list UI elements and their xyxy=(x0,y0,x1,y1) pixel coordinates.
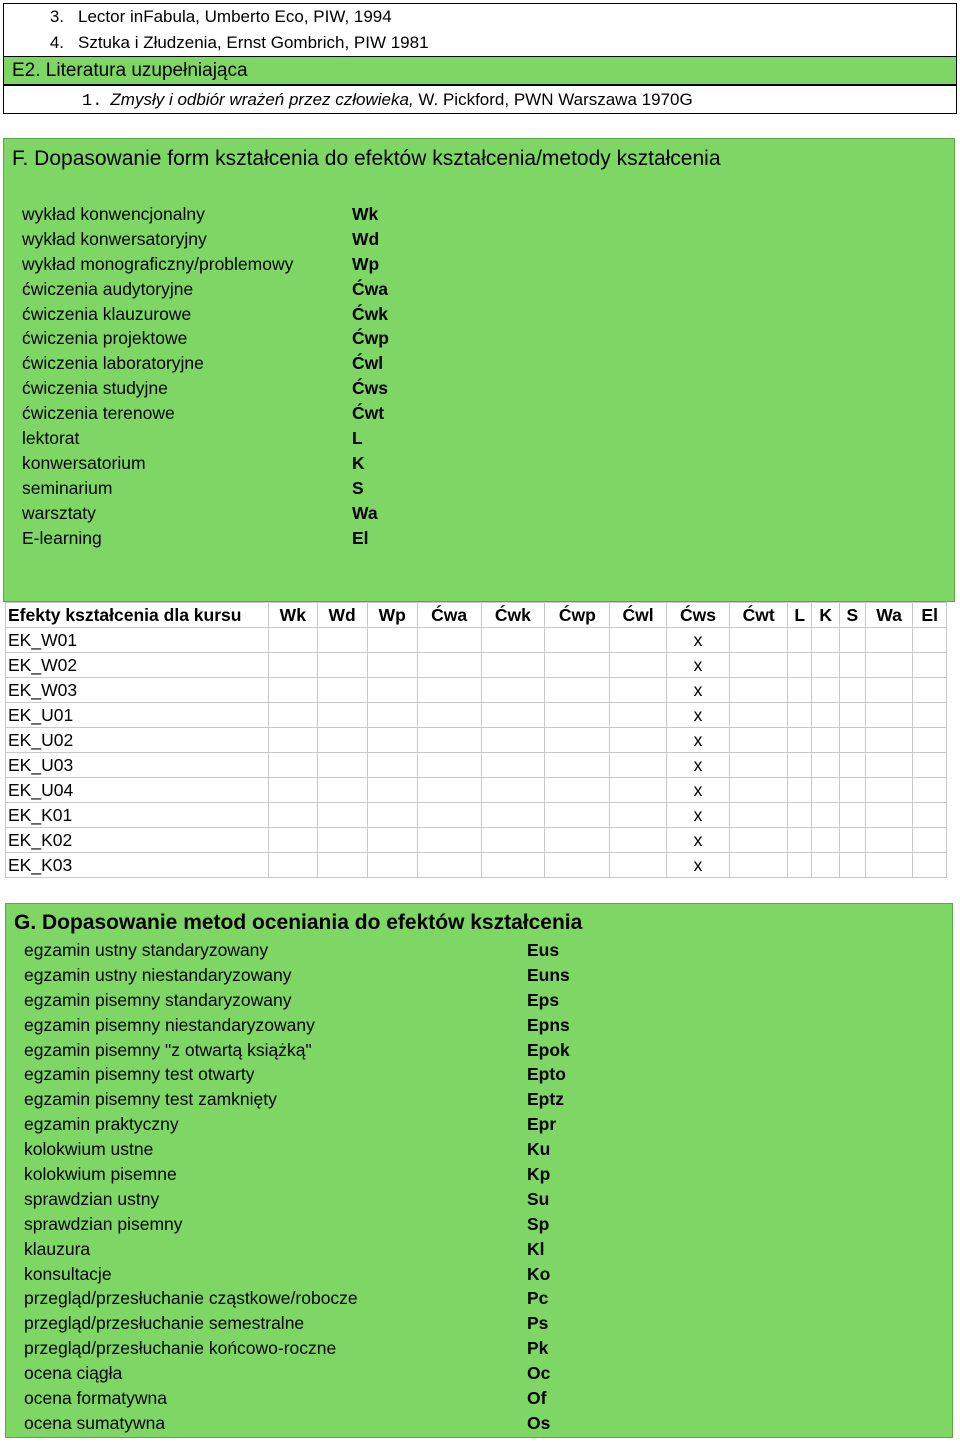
form-code: El xyxy=(352,527,369,548)
table-cell xyxy=(788,803,812,828)
forms-legend xyxy=(22,202,389,550)
table-cell xyxy=(913,653,947,678)
table-cell xyxy=(730,803,788,828)
table-cell xyxy=(481,728,545,753)
table-row xyxy=(6,828,947,853)
method-code: Epok xyxy=(527,1039,570,1060)
table-cell xyxy=(812,653,839,678)
methods-legend xyxy=(24,938,570,1436)
table-cell xyxy=(865,628,913,653)
method-code: Os xyxy=(527,1412,551,1433)
legend-row xyxy=(24,1087,564,1112)
table-cell xyxy=(269,728,318,753)
table-cell xyxy=(417,628,481,653)
table-cell xyxy=(812,778,839,803)
item-number: 3. xyxy=(49,7,64,26)
table-cell xyxy=(317,753,367,778)
table-cell xyxy=(788,628,812,653)
legend-row xyxy=(24,1137,551,1162)
table-cell xyxy=(269,653,318,678)
table-cell xyxy=(913,828,947,853)
form-code: Ćwt xyxy=(352,403,385,424)
column-header: Wd xyxy=(317,603,367,628)
table-cell xyxy=(417,803,481,828)
method-name: kolokwium pisemne xyxy=(24,1164,177,1185)
table-cell xyxy=(839,628,865,653)
table-row xyxy=(6,653,947,678)
table-cell xyxy=(269,828,318,853)
table-row xyxy=(6,678,947,703)
form-code: L xyxy=(352,428,363,449)
table-cell xyxy=(545,728,610,753)
column-header: S xyxy=(839,603,865,628)
table-cell xyxy=(317,703,367,728)
method-code: Ku xyxy=(527,1139,551,1160)
column-header: Ćwl xyxy=(610,603,666,628)
method-name: ocena formatywna xyxy=(24,1388,167,1409)
form-name: wykład konwersatoryjny xyxy=(22,228,207,249)
item-publisher: W. Pickford, PWN Warszawa 1970G xyxy=(418,90,693,109)
legend-row xyxy=(24,1237,545,1262)
table-row xyxy=(6,803,947,828)
legend-row xyxy=(22,351,384,376)
form-code: Wp xyxy=(352,253,380,274)
table-cell xyxy=(367,828,417,853)
table-cell xyxy=(545,853,610,878)
table-cell xyxy=(812,703,839,728)
table-cell xyxy=(481,853,545,878)
legend-row xyxy=(22,376,388,401)
list-item xyxy=(4,4,956,30)
table-cell xyxy=(367,678,417,703)
effect-label: EK_W02 xyxy=(6,653,269,678)
table-row xyxy=(6,703,947,728)
legend-row xyxy=(24,1262,551,1287)
form-code: Ćwa xyxy=(352,278,388,299)
effects-table xyxy=(5,602,947,878)
table-cell xyxy=(865,703,913,728)
table-cell xyxy=(865,778,913,803)
column-header: Ćwp xyxy=(545,603,610,628)
table-cell xyxy=(839,853,865,878)
section-g-title: G. Dopasowanie metod oceniania do efektów kształcenia xyxy=(14,911,583,934)
table-cell xyxy=(610,628,666,653)
method-name: egzamin ustny niestandaryzowany xyxy=(24,964,292,985)
table-cell xyxy=(417,753,481,778)
table-cell: x xyxy=(666,828,730,853)
effect-label: EK_U01 xyxy=(6,703,269,728)
table-cell xyxy=(788,778,812,803)
form-name: E-learning xyxy=(22,527,102,548)
method-code: Ko xyxy=(527,1263,551,1284)
table-cell: x xyxy=(666,653,730,678)
effect-label: EK_W01 xyxy=(6,628,269,653)
table-cell xyxy=(812,728,839,753)
table-cell xyxy=(913,728,947,753)
method-name: egzamin pisemny "z otwartą książką" xyxy=(24,1039,312,1060)
table-cell xyxy=(610,753,666,778)
literature-box xyxy=(3,3,957,114)
table-cell xyxy=(865,653,913,678)
table-cell xyxy=(269,678,318,703)
effect-label: EK_U04 xyxy=(6,778,269,803)
table-cell xyxy=(367,753,417,778)
table-cell xyxy=(730,753,788,778)
table-cell xyxy=(317,853,367,878)
table-cell xyxy=(367,853,417,878)
method-code: Of xyxy=(527,1388,547,1409)
legend-row xyxy=(22,302,388,327)
table-cell xyxy=(730,703,788,728)
column-header: Wk xyxy=(269,603,318,628)
table-cell xyxy=(788,728,812,753)
column-header: Ćwa xyxy=(417,603,481,628)
table-cell xyxy=(317,678,367,703)
table-cell xyxy=(545,753,610,778)
table-cell xyxy=(812,753,839,778)
form-name: seminarium xyxy=(22,477,113,498)
table-cell xyxy=(913,753,947,778)
column-header: Ćwt xyxy=(730,603,788,628)
table-cell xyxy=(913,778,947,803)
method-code: Sp xyxy=(527,1213,550,1234)
table-cell xyxy=(730,628,788,653)
table-cell xyxy=(730,778,788,803)
table-cell xyxy=(730,828,788,853)
table-cell xyxy=(481,678,545,703)
table-cell xyxy=(610,653,666,678)
table-cell xyxy=(317,728,367,753)
table-cell xyxy=(610,703,666,728)
method-name: ocena ciągła xyxy=(24,1363,123,1384)
column-header: K xyxy=(812,603,839,628)
method-code: Epns xyxy=(527,1014,570,1035)
table-cell xyxy=(812,803,839,828)
table-cell xyxy=(788,853,812,878)
effect-label: EK_K01 xyxy=(6,803,269,828)
table-cell xyxy=(481,778,545,803)
table-cell xyxy=(839,703,865,728)
table-cell xyxy=(839,728,865,753)
table-cell xyxy=(788,678,812,703)
method-name: sprawdzian ustny xyxy=(24,1188,160,1209)
table-cell xyxy=(367,778,417,803)
column-header: Wa xyxy=(865,603,913,628)
table-cell xyxy=(367,728,417,753)
method-name: kolokwium ustne xyxy=(24,1139,154,1160)
form-code: K xyxy=(352,452,365,473)
table-cell xyxy=(839,753,865,778)
column-header: Ćwk xyxy=(481,603,545,628)
table-row xyxy=(6,778,947,803)
table-cell xyxy=(417,653,481,678)
column-header: El xyxy=(913,603,947,628)
method-name: konsultacje xyxy=(24,1263,112,1284)
form-code: Ćwp xyxy=(352,328,389,349)
method-name: egzamin praktyczny xyxy=(24,1114,179,1135)
table-cell xyxy=(788,703,812,728)
table-cell xyxy=(610,728,666,753)
effect-label: EK_W03 xyxy=(6,678,269,703)
method-code: Kp xyxy=(527,1164,551,1185)
method-name: przegląd/przesłuchanie końcowo-roczne xyxy=(24,1338,337,1359)
table-cell xyxy=(913,703,947,728)
legend-row xyxy=(22,252,380,277)
form-name: ćwiczenia laboratoryjne xyxy=(22,353,204,374)
table-cell xyxy=(545,828,610,853)
table-cell xyxy=(545,628,610,653)
effect-label: EK_K02 xyxy=(6,828,269,853)
effect-label: EK_U02 xyxy=(6,728,269,753)
item-number: 4. xyxy=(49,33,64,52)
section-f-title: F. Dopasowanie form kształcenia do efektów kształcenia/metody kształcenia xyxy=(12,147,721,170)
form-code: Wk xyxy=(352,204,379,224)
form-code: Wa xyxy=(352,502,378,523)
legend-row xyxy=(22,501,378,526)
table-cell xyxy=(730,853,788,878)
method-code: Eptz xyxy=(527,1089,564,1110)
table-row xyxy=(6,753,947,778)
legend-row xyxy=(24,1386,547,1411)
basic-literature-list xyxy=(4,4,956,56)
table-cell xyxy=(865,728,913,753)
table-cell xyxy=(317,653,367,678)
table-cell xyxy=(913,853,947,878)
method-name: egzamin pisemny niestandaryzowany xyxy=(24,1014,315,1035)
legend-row xyxy=(22,526,369,551)
section-f xyxy=(3,138,955,602)
table-cell xyxy=(839,678,865,703)
table-cell xyxy=(317,778,367,803)
table-cell xyxy=(812,853,839,878)
legend-row xyxy=(24,1336,549,1361)
method-code: Ps xyxy=(527,1313,549,1334)
table-cell: x xyxy=(666,703,730,728)
table-cell xyxy=(865,678,913,703)
effect-label: EK_K03 xyxy=(6,853,269,878)
section-g xyxy=(5,903,953,1438)
method-name: przegląd/przesłuchanie cząstkowe/robocze xyxy=(24,1288,358,1309)
table-cell xyxy=(367,803,417,828)
table-cell xyxy=(317,628,367,653)
table-cell xyxy=(545,653,610,678)
table-cell: x xyxy=(666,678,730,703)
table-cell xyxy=(839,778,865,803)
method-code: Euns xyxy=(527,964,570,985)
table-cell xyxy=(788,828,812,853)
legend-row xyxy=(24,1162,551,1187)
table-cell xyxy=(417,853,481,878)
form-name: ćwiczenia studyjne xyxy=(22,378,168,399)
form-name: ćwiczenia terenowe xyxy=(22,403,175,424)
table-header-row xyxy=(6,603,947,628)
method-name: egzamin pisemny standaryzowany xyxy=(24,989,292,1010)
legend-row xyxy=(24,1311,549,1336)
item-text: Sztuka i Złudzenia, Ernst Gombrich, PIW 1981 xyxy=(78,33,429,52)
column-header: Efekty kształcenia dla kursu xyxy=(6,603,269,628)
table-cell xyxy=(481,653,545,678)
table-cell xyxy=(913,628,947,653)
column-header: L xyxy=(788,603,812,628)
method-code: Pc xyxy=(527,1288,549,1309)
legend-row xyxy=(24,1212,550,1237)
method-code: Eps xyxy=(527,989,560,1010)
table-cell xyxy=(367,628,417,653)
table-cell xyxy=(730,728,788,753)
table-cell: x xyxy=(666,753,730,778)
table-cell xyxy=(913,803,947,828)
method-code: Oc xyxy=(527,1363,551,1384)
form-name: lektorat xyxy=(22,428,80,449)
method-code: Kl xyxy=(527,1238,545,1259)
table-cell xyxy=(317,828,367,853)
table-cell xyxy=(481,803,545,828)
table-cell xyxy=(730,653,788,678)
form-code: Wd xyxy=(352,228,380,249)
form-code: Ćwk xyxy=(352,303,388,324)
item-title: Zmysły i odbiór wrażeń przez człowieka, xyxy=(110,90,414,109)
legend-row xyxy=(24,938,560,963)
legend-row xyxy=(24,1038,570,1063)
table-cell xyxy=(610,678,666,703)
legend-row xyxy=(24,1361,551,1386)
table-cell xyxy=(417,828,481,853)
legend-row xyxy=(22,277,388,302)
column-header: Ćws xyxy=(666,603,730,628)
form-code: Ćwl xyxy=(352,353,384,374)
legend-row xyxy=(24,1187,550,1212)
table-cell xyxy=(317,803,367,828)
table-cell xyxy=(269,853,318,878)
table-cell: x xyxy=(666,628,730,653)
method-name: klauzura xyxy=(24,1238,91,1259)
table-cell xyxy=(417,778,481,803)
table-cell xyxy=(269,803,318,828)
method-code: Epr xyxy=(527,1114,557,1135)
legend-row xyxy=(24,1013,570,1038)
table-cell xyxy=(913,678,947,703)
table-cell xyxy=(730,678,788,703)
table-cell xyxy=(812,828,839,853)
table-cell xyxy=(865,803,913,828)
method-code: Epto xyxy=(527,1064,566,1085)
legend-row xyxy=(24,988,560,1013)
table-cell: x xyxy=(666,853,730,878)
legend-row xyxy=(22,476,364,501)
item-text: Lector inFabula, Umberto Eco, PIW, 1994 xyxy=(78,7,392,26)
legend-row xyxy=(22,326,389,351)
method-name: przegląd/przesłuchanie semestralne xyxy=(24,1313,305,1334)
table-cell xyxy=(812,628,839,653)
table-cell xyxy=(865,853,913,878)
form-code: Ćws xyxy=(352,378,388,399)
table-cell xyxy=(481,628,545,653)
list-item xyxy=(4,85,956,113)
form-name: konwersatorium xyxy=(22,452,146,473)
table-cell xyxy=(610,778,666,803)
table-cell xyxy=(417,728,481,753)
table-row xyxy=(6,728,947,753)
form-name: warsztaty xyxy=(22,502,96,523)
legend-row xyxy=(24,1062,566,1087)
supplementary-literature-header: E2. Literatura uzupełniająca xyxy=(4,56,956,85)
table-cell xyxy=(545,778,610,803)
item-number: 1. xyxy=(82,92,103,111)
table-cell xyxy=(788,653,812,678)
legend-row xyxy=(22,202,379,227)
table-cell xyxy=(865,828,913,853)
table-cell xyxy=(269,703,318,728)
table-cell xyxy=(417,678,481,703)
method-name: egzamin pisemny test otwarty xyxy=(24,1064,255,1085)
column-header: Wp xyxy=(367,603,417,628)
method-name: sprawdzian pisemny xyxy=(24,1213,183,1234)
legend-row xyxy=(22,401,385,426)
method-code: Su xyxy=(527,1188,550,1209)
legend-row xyxy=(24,963,570,988)
form-name: ćwiczenia audytoryjne xyxy=(22,278,194,299)
table-cell xyxy=(839,803,865,828)
method-name: ocena sumatywna xyxy=(24,1412,166,1433)
table-cell xyxy=(367,703,417,728)
legend-row xyxy=(22,426,363,451)
form-name: ćwiczenia projektowe xyxy=(22,328,188,349)
table-cell xyxy=(545,803,610,828)
list-item xyxy=(4,30,956,56)
table-cell xyxy=(417,703,481,728)
table-cell xyxy=(812,678,839,703)
table-cell xyxy=(269,628,318,653)
table-cell xyxy=(269,778,318,803)
table-cell xyxy=(481,753,545,778)
legend-row xyxy=(24,1286,549,1311)
table-row xyxy=(6,628,947,653)
legend-row xyxy=(24,1411,551,1436)
table-cell xyxy=(610,853,666,878)
table-row xyxy=(6,853,947,878)
table-cell xyxy=(865,753,913,778)
legend-row xyxy=(22,227,380,252)
legend-row xyxy=(24,1112,557,1137)
legend-row xyxy=(22,451,365,476)
table-cell xyxy=(481,828,545,853)
method-code: Eus xyxy=(527,940,560,960)
table-cell xyxy=(839,828,865,853)
table-cell xyxy=(610,828,666,853)
table-cell xyxy=(269,753,318,778)
method-code: Pk xyxy=(527,1338,549,1359)
table-cell xyxy=(367,653,417,678)
table-cell: x xyxy=(666,728,730,753)
table-cell: x xyxy=(666,803,730,828)
table-cell xyxy=(545,678,610,703)
form-name: wykład monograficzny/problemowy xyxy=(22,253,294,274)
table-cell xyxy=(610,803,666,828)
form-name: ćwiczenia klauzurowe xyxy=(22,303,192,324)
table-cell xyxy=(545,703,610,728)
table-cell: x xyxy=(666,778,730,803)
form-code: S xyxy=(352,477,364,498)
method-name: egzamin ustny standaryzowany xyxy=(24,940,269,960)
effect-label: EK_U03 xyxy=(6,753,269,778)
table-cell xyxy=(839,653,865,678)
method-name: egzamin pisemny test zamknięty xyxy=(24,1089,277,1110)
table-cell xyxy=(788,753,812,778)
form-name: wykład konwencjonalny xyxy=(22,204,205,224)
table-cell xyxy=(481,703,545,728)
